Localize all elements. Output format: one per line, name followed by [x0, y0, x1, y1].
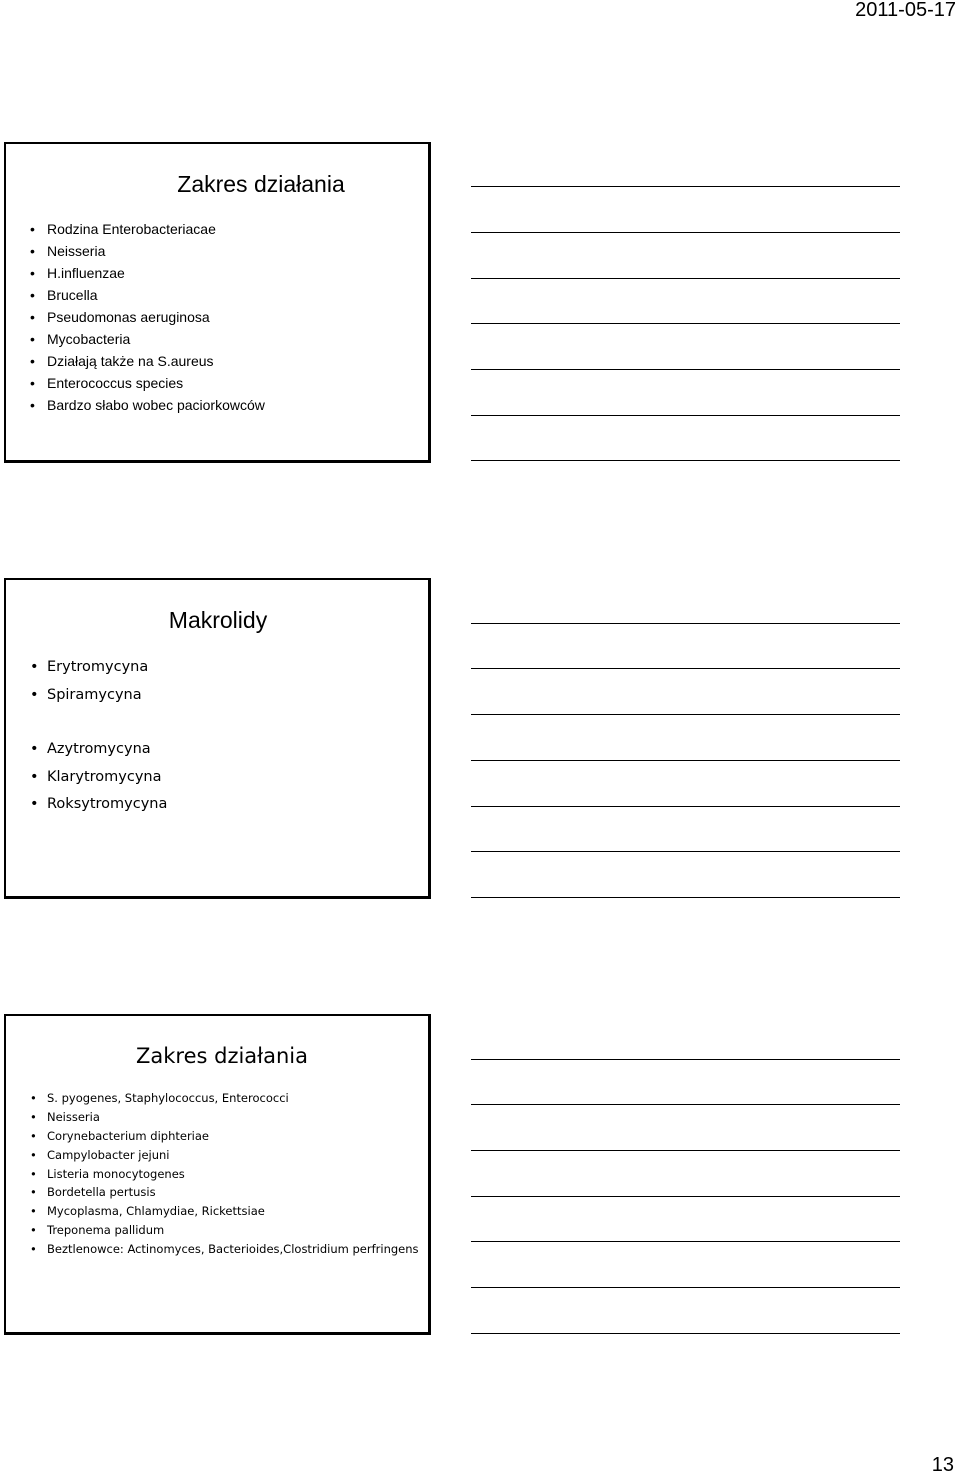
slide-title: Zakres działania [177, 171, 345, 197]
list-item: • Neisseria [30, 1110, 420, 1125]
print-date: 2011-05-17 [855, 0, 956, 21]
note-line [471, 460, 900, 461]
note-line [471, 668, 900, 669]
note-line [471, 897, 900, 898]
slide-thumbnail [4, 578, 431, 899]
slide-thumbnail [4, 142, 431, 463]
slide-title: Zakres działania [135, 1044, 309, 1068]
list-item: • Beztlenowce: Actinomyces, Bacterioides,Clostridium perfringens [30, 1242, 420, 1257]
note-line [471, 186, 900, 187]
list-item: • H.influenzae [30, 262, 420, 284]
list-item: • Klarytromycyna [30, 764, 420, 792]
note-line [471, 623, 900, 624]
note-line [471, 1287, 900, 1288]
list-item: • Działają także na S.aureus [30, 350, 420, 372]
list-item: • Roksytromycyna [30, 791, 420, 819]
list-item: • Enterococcus species [30, 372, 420, 394]
note-line [471, 1241, 900, 1242]
page-number: 13 [931, 1454, 954, 1476]
list-item: • Neisseria [30, 240, 420, 262]
slide-title: Makrolidy [168, 607, 268, 633]
note-line [471, 323, 900, 324]
list-item: • Rodzina Enterobacteriacae [30, 218, 420, 240]
note-line [471, 851, 900, 852]
list-item: • Mycobacteria [30, 328, 420, 350]
note-line [471, 369, 900, 370]
note-line [471, 1196, 900, 1197]
list-item: • Spiramycyna [30, 682, 420, 710]
note-line [471, 1059, 900, 1060]
list-item: • Azytromycyna [30, 736, 420, 764]
note-line [471, 806, 900, 807]
list-item: • Pseudomonas aeruginosa [30, 306, 420, 328]
bullet-list [30, 736, 420, 819]
list-item: • Bardzo słabo wobec paciorkowców [30, 394, 420, 416]
note-line [471, 415, 900, 416]
list-item: • Treponema pallidum [30, 1223, 420, 1238]
list-item: • Campylobacter jejuni [30, 1148, 420, 1163]
list-item: • Bordetella pertusis [30, 1185, 420, 1200]
list-item: • Erytromycyna [30, 654, 420, 682]
bullet-list [30, 1091, 420, 1257]
list-item: • Mycoplasma, Chlamydiae, Rickettsiae [30, 1204, 420, 1219]
note-line [471, 232, 900, 233]
note-line [471, 714, 900, 715]
slide-thumbnail [4, 1014, 431, 1335]
list-item: • S. pyogenes, Staphylococcus, Enterococci [30, 1091, 420, 1106]
bullet-list [30, 654, 420, 709]
bullet-list [30, 218, 420, 416]
list-item: • Corynebacterium diphteriae [30, 1129, 420, 1144]
list-item: • Listeria monocytogenes [30, 1167, 420, 1182]
note-line [471, 1104, 900, 1105]
note-line [471, 1333, 900, 1334]
note-line [471, 278, 900, 279]
note-line [471, 760, 900, 761]
note-line [471, 1150, 900, 1151]
list-item: • Brucella [30, 284, 420, 306]
